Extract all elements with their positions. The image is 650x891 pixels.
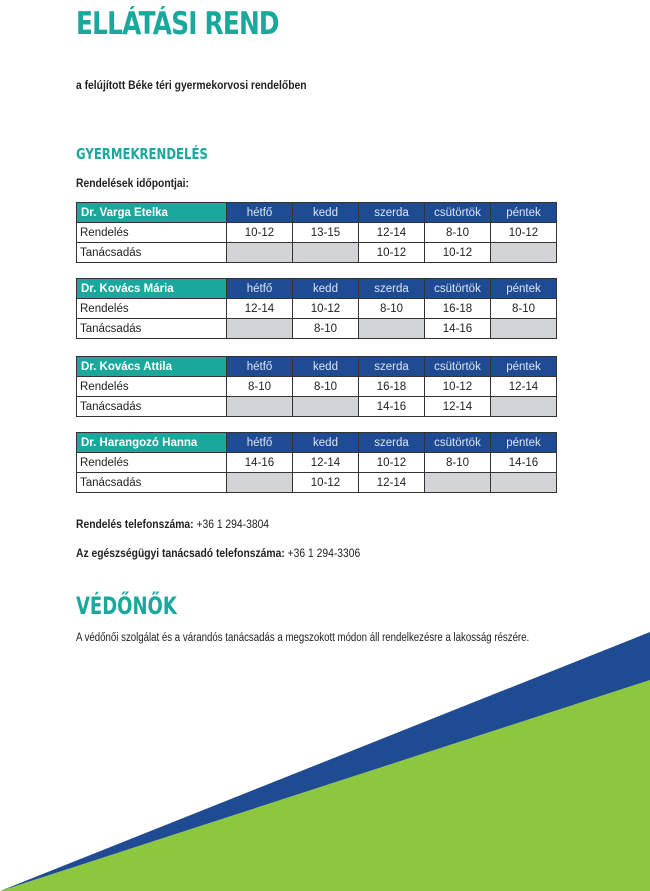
time-cell: 8-10 [293, 377, 359, 397]
day-header: péntek [491, 433, 557, 453]
table-header-row [77, 203, 557, 223]
empty-cell [491, 473, 557, 493]
empty-cell [491, 397, 557, 417]
time-cell: 8-10 [491, 299, 557, 319]
time-cell: 13-15 [293, 223, 359, 243]
row-label: Rendelés [77, 377, 227, 397]
day-header: kedd [293, 279, 359, 299]
row-label: Rendelés [77, 299, 227, 319]
day-header: szerda [359, 357, 425, 377]
contact-label: Rendelés telefonszáma: [76, 517, 194, 531]
time-cell: 8-10 [293, 319, 359, 339]
time-cell: 12-14 [293, 453, 359, 473]
table-row [77, 453, 557, 473]
day-header: péntek [491, 203, 557, 223]
table-row [77, 223, 557, 243]
page-title: ELLÁTÁSI REND [76, 6, 279, 42]
empty-cell [227, 473, 293, 493]
doctor-name: Dr. Kovács Attila [77, 357, 227, 377]
schedule-table [76, 278, 557, 339]
time-cell: 10-12 [293, 299, 359, 319]
time-cell: 12-14 [425, 397, 491, 417]
empty-cell [491, 243, 557, 263]
day-header: hétfő [227, 203, 293, 223]
empty-cell [227, 397, 293, 417]
table-header-row [77, 433, 557, 453]
contact-line [76, 546, 360, 560]
time-cell: 8-10 [425, 223, 491, 243]
schedule-table [76, 356, 557, 417]
day-header: hétfő [227, 433, 293, 453]
doctor-name: Dr. Kovács Mária [77, 279, 227, 299]
schedule-label: Rendelések időpontjai: [76, 176, 189, 190]
empty-cell [293, 397, 359, 417]
table-row [77, 319, 557, 339]
empty-cell [227, 243, 293, 263]
table-row [77, 473, 557, 493]
day-header: csütörtök [425, 433, 491, 453]
time-cell: 16-18 [425, 299, 491, 319]
day-header: csütörtök [425, 357, 491, 377]
empty-cell [425, 473, 491, 493]
day-header: péntek [491, 279, 557, 299]
time-cell: 10-12 [425, 377, 491, 397]
day-header: szerda [359, 279, 425, 299]
contact-label: Az egészségügyi tanácsadó telefonszáma: [76, 546, 285, 560]
time-cell: 14-16 [359, 397, 425, 417]
empty-cell [227, 319, 293, 339]
table-row [77, 397, 557, 417]
day-header: csütörtök [425, 203, 491, 223]
time-cell: 10-12 [293, 473, 359, 493]
time-cell: 12-14 [359, 473, 425, 493]
row-label: Rendelés [77, 453, 227, 473]
empty-cell [491, 319, 557, 339]
table-header-row [77, 357, 557, 377]
day-header: péntek [491, 357, 557, 377]
doctor-name: Dr. Harangozó Hanna [77, 433, 227, 453]
section-heading-gyermekrendeles: GYERMEKRENDELÉS [76, 145, 208, 163]
time-cell: 10-12 [491, 223, 557, 243]
row-label: Tanácsadás [77, 473, 227, 493]
day-header: kedd [293, 203, 359, 223]
time-cell: 8-10 [359, 299, 425, 319]
day-header: kedd [293, 433, 359, 453]
doctor-name: Dr. Varga Etelka [77, 203, 227, 223]
schedule-table [76, 202, 557, 263]
time-cell: 12-14 [227, 299, 293, 319]
table-row [77, 299, 557, 319]
day-header: hétfő [227, 357, 293, 377]
contact-line [76, 517, 269, 531]
table-row [77, 243, 557, 263]
time-cell: 14-16 [227, 453, 293, 473]
time-cell: 10-12 [359, 243, 425, 263]
table-row [77, 377, 557, 397]
day-header: szerda [359, 203, 425, 223]
time-cell: 16-18 [359, 377, 425, 397]
row-label: Rendelés [77, 223, 227, 243]
time-cell: 8-10 [425, 453, 491, 473]
time-cell: 14-16 [425, 319, 491, 339]
row-label: Tanácsadás [77, 397, 227, 417]
time-cell: 10-12 [227, 223, 293, 243]
time-cell: 12-14 [491, 377, 557, 397]
contact-phone: +36 1 294-3306 [287, 546, 361, 560]
time-cell: 10-12 [359, 453, 425, 473]
schedule-table [76, 432, 557, 493]
page-subtitle: a felújított Béke téri gyermekorvosi rendelőben [76, 78, 307, 92]
day-header: szerda [359, 433, 425, 453]
day-header: kedd [293, 357, 359, 377]
empty-cell [359, 319, 425, 339]
table-header-row [77, 279, 557, 299]
day-header: hétfő [227, 279, 293, 299]
time-cell: 10-12 [425, 243, 491, 263]
time-cell: 8-10 [227, 377, 293, 397]
contact-phone: +36 1 294-3804 [196, 517, 270, 531]
time-cell: 14-16 [491, 453, 557, 473]
row-label: Tanácsadás [77, 243, 227, 263]
time-cell: 12-14 [359, 223, 425, 243]
day-header: csütörtök [425, 279, 491, 299]
vedono-note: A védőnői szolgálat és a várandós tanácsadás a megszokott módon áll rendelkezésre a lakosság részére. [76, 632, 530, 644]
section-heading-vedonok: VÉDŐNŐK [76, 592, 177, 620]
row-label: Tanácsadás [77, 319, 227, 339]
empty-cell [293, 243, 359, 263]
